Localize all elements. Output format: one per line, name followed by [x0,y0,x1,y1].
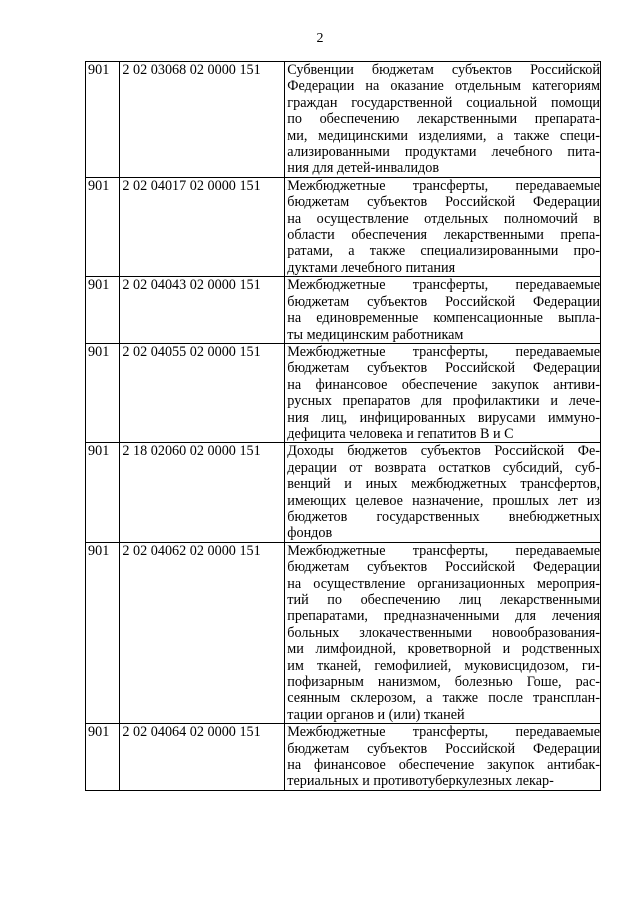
revenue-name-line: тации органов и (или) тканей [287,706,465,723]
revenue-name-cell [285,724,601,791]
administrator-code-cell: 901 [86,443,120,542]
table-row [86,542,601,723]
administrator-code-cell: 901 [86,62,120,178]
revenue-name-line: на единовременные компенсационные выпла- [287,310,600,327]
revenue-name-line: Межбюджетные трансферты, передаваемые [287,542,600,559]
revenue-name-cell [285,62,601,178]
revenue-name-line: ми лимфоидной, кроветворной и родственных [287,641,600,658]
revenue-name-line: тий по обеспечению лиц лекарственными [287,592,600,608]
revenue-name-line: бюджетам субъектов Российской Федерации [287,360,600,377]
table-body [86,62,601,791]
budget-classification-code-cell: 2 02 04017 02 0000 151 [120,177,285,276]
revenue-name-cell [285,177,601,276]
revenue-name-line: им тканей, гемофилией, муковисцидозом, ги- [287,657,600,674]
revenue-name-line: ратами, а также специализированными про- [287,243,600,260]
revenue-name-line: дерации от возврата остатков субсидий, суб- [287,459,600,476]
revenue-name-line: Субвенции бюджетам субъектов Российской [287,62,600,78]
revenue-name-line: области обеспечения лекарственными препа- [287,227,600,244]
revenue-name-line: Межбюджетные трансферты, передаваемые [287,343,600,360]
revenue-name-line: дефицита человека и гепатитов В и С [287,425,514,442]
table-row [86,724,601,791]
administrator-code-cell: 901 [86,277,120,344]
revenue-name-cell [285,277,601,344]
revenue-name-line: на финансовое обеспечение закупок антиви- [287,376,600,393]
revenue-name-line: имеющих целевое назначение, прошлых лет из [287,492,600,509]
table-row [86,177,601,276]
revenue-name-line: бюджетам субъектов Российской Федерации [287,194,600,211]
revenue-name-line: териальных и противотуберкулезных лекар- [287,773,554,790]
revenue-name-line: бюджетов государственных внебюджетных [287,508,600,525]
revenue-name-cell [285,542,601,723]
revenue-name-line: Доходы бюджетов субъектов Российской Фе- [287,443,600,460]
revenue-name-cell [285,443,601,542]
budget-classification-code-cell: 2 02 03068 02 0000 151 [120,62,285,178]
revenue-name-line: бюджетам субъектов Российской Федерации [287,293,600,310]
budget-classification-code-cell: 2 18 02060 02 0000 151 [120,443,285,542]
revenue-name-line: сеянным склерозом, а также после трансплан- [287,690,600,707]
revenue-name-line: граждан государственной социальной помощи [287,94,600,111]
revenue-name-line: дуктами лечебного питания [287,259,456,276]
budget-classification-code-cell: 2 02 04055 02 0000 151 [120,343,285,442]
revenue-name-line: на осуществление организационных мероприя- [287,575,600,592]
revenue-name-line: ния лиц, инфицированных вирусами иммуно- [287,409,600,426]
revenue-name-line: препаратами, предназначенными для лечения [287,608,600,625]
page-number: 2 [316,31,324,46]
revenue-name-line: венций и иных межбюджетных трансфертов, [287,476,600,493]
revenue-name-line: ализированными продуктами лечебного пита- [287,144,600,161]
table-row [86,62,601,178]
administrator-code-cell: 901 [86,177,120,276]
revenue-name-line: русных препаратов для профилактики и лече- [287,393,600,410]
table-row [86,277,601,344]
administrator-code-cell: 901 [86,542,120,723]
budget-classification-table [85,61,601,791]
table-row [86,343,601,442]
revenue-name-line: Межбюджетные трансферты, передаваемые [287,277,600,294]
revenue-name-line: Межбюджетные трансферты, передаваемые [287,724,600,741]
revenue-name-line: бюджетам субъектов Российской Федерации [287,740,600,757]
revenue-name-line: Межбюджетные трансферты, передаваемые [287,177,600,194]
revenue-name-line: фондов [287,525,333,542]
revenue-name-line: пофизарным нанизмом, болезнью Гоше, рас- [287,674,600,691]
budget-classification-code-cell: 2 02 04043 02 0000 151 [120,277,285,344]
table-row [86,443,601,542]
revenue-name-cell [285,343,601,442]
revenue-name-line: ты медицинским работникам [287,326,464,343]
revenue-name-line: на осуществление отдельных полномочий в [287,210,600,227]
administrator-code-cell: 901 [86,724,120,791]
budget-classification-code-cell: 2 02 04064 02 0000 151 [120,724,285,791]
budget-classification-code-cell: 2 02 04062 02 0000 151 [120,542,285,723]
revenue-name-line: больных злокачественными новообразования- [287,624,600,641]
revenue-name-line: на финансовое обеспечение закупок антибак- [287,757,600,774]
revenue-name-line: Федерации на оказание отдельным категориям [287,78,600,95]
revenue-name-line: ми, медицинскими изделиями, а также специ- [287,127,600,144]
administrator-code-cell: 901 [86,343,120,442]
revenue-name-line: по обеспечению лекарственными препарата- [287,111,600,128]
revenue-name-line: бюджетам субъектов Российской Федерации [287,559,600,576]
revenue-name-line: ния для детей-инвалидов [287,160,440,177]
